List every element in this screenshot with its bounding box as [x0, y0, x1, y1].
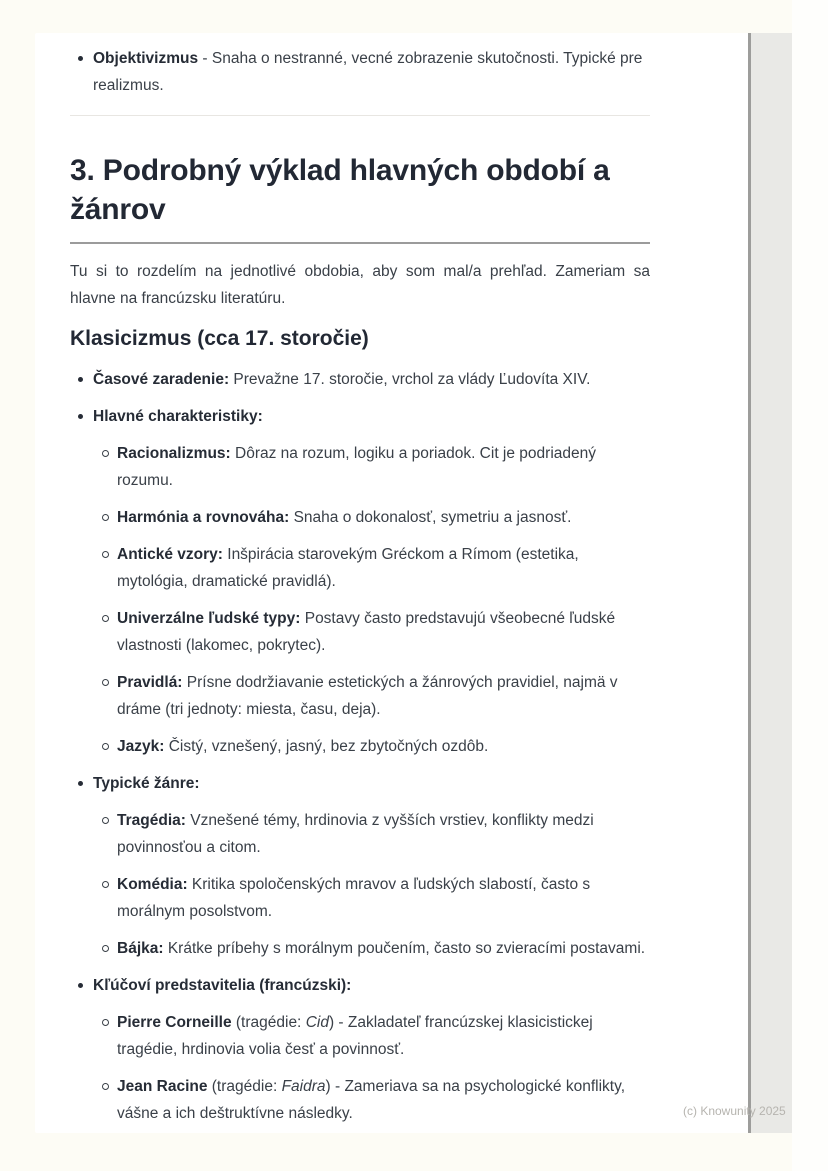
circle-bullet-icon: [102, 551, 109, 558]
list-item-text: Časové zaradenie: Prevažne 17. storočie, vrchol za vlády Ľudovíta XIV.: [93, 371, 591, 388]
list-item-text: [93, 977, 351, 994]
list-item-text: Tragédia: Vznešené témy, hrdinovia z vyšších vrstiev, konflikty medzi povinnosťou a citom.: [117, 812, 594, 856]
right-gutter: [792, 0, 828, 1171]
circle-bullet-icon: [102, 817, 109, 824]
list-item-text: Pierre Corneille (tragédie: Cid) - Zakladateľ francúzskej klasicistickej tragédie, hrdinovia volia česť a povinnosť.: [117, 1014, 593, 1058]
list-item: [70, 366, 650, 393]
scrollbar-track[interactable]: [748, 33, 792, 1133]
scrollbar-thumb[interactable]: [748, 33, 751, 1133]
section-divider: [70, 115, 650, 116]
list-item: [93, 541, 650, 595]
circle-bullet-icon: [102, 881, 109, 888]
list-item: [70, 770, 650, 962]
list-item-text: Objektivizmus - Snaha o nestranné, vecné zobrazenie skutočnosti. Typické pre realizmus.: [93, 50, 643, 94]
watermark: (c) Knowunity 2025: [683, 1104, 786, 1118]
page-content: [35, 33, 748, 1127]
circle-bullet-icon: [102, 514, 109, 521]
list-item-term: Tragédia:: [117, 812, 186, 829]
list-item-term: Časové zaradenie:: [93, 371, 230, 388]
bullet-icon: [78, 377, 83, 382]
list-item-text: Komédia: Kritika spoločenských mravov a ľudských slabostí, často s morálnym posolstvom.: [117, 876, 591, 920]
list-item-term: Typické žánre:: [93, 775, 200, 792]
list-item: [70, 403, 650, 760]
list-item-term: Hlavné charakteristiky:: [93, 408, 263, 425]
list-item-term: Univerzálne ľudské typy:: [117, 610, 301, 627]
list-item: [93, 871, 650, 925]
list-item: [70, 972, 650, 1127]
circle-bullet-icon: [102, 615, 109, 622]
list-item-text: Jazyk: Čistý, vznešený, jasný, bez zbytočných ozdôb.: [117, 738, 489, 755]
list-item-term: Objektivizmus: [93, 50, 199, 67]
list-item-term: Racionalizmus:: [117, 445, 231, 462]
list-level-2: [93, 807, 650, 962]
circle-bullet-icon: [102, 1019, 109, 1026]
list-item-text: Harmónia a rovnováha: Snaha o dokonalosť, symetriu a jasnosť.: [117, 509, 572, 526]
list-item-term: Harmónia a rovnováha:: [117, 509, 290, 526]
list-item-text: [93, 775, 200, 792]
list-item-text: [93, 408, 263, 425]
list-item: [93, 669, 650, 723]
list-level-2: [93, 1009, 650, 1127]
circle-bullet-icon: [102, 450, 109, 457]
list-item-term: Pravidlá:: [117, 674, 183, 691]
circle-bullet-icon: [102, 945, 109, 952]
list-item: [93, 1009, 650, 1063]
section-intro-paragraph: Tu si to rozdelím na jednotlivé obdobia, aby som mal/a prehľad. Zameriam sa hlavne na francúzsku literatúru.: [70, 263, 650, 307]
circle-bullet-icon: [102, 1083, 109, 1090]
list-item-term: Antické vzory:: [117, 546, 223, 563]
intro-list: [70, 45, 650, 99]
list-item-text: Pravidlá: Prísne dodržiavanie estetických a žánrových pravidiel, najmä v dráme (tri jednoty: miesta, času, deja).: [117, 674, 618, 718]
section-heading: 3. Podrobný výklad hlavných období a žánrov: [70, 151, 650, 244]
list-item: [93, 807, 650, 861]
list-item-term: Komédia:: [117, 876, 188, 893]
list-item-text: Racionalizmus: Dôraz na rozum, logiku a poriadok. Cit je podriadený rozumu.: [117, 445, 597, 489]
circle-bullet-icon: [102, 743, 109, 750]
list-item: [93, 605, 650, 659]
list-level-1: [70, 366, 650, 1127]
list-item-term: Jazyk:: [117, 738, 165, 755]
list-item-text: Jean Racine (tragédie: Faidra) - Zameriava sa na psychologické konflikty, vášne a ich deštruktívne následky.: [117, 1078, 626, 1122]
list-item-text: Antické vzory: Inšpirácia starovekým Gréckom a Rímom (estetika, mytológia, dramatické pravidlá).: [117, 546, 579, 590]
list-level-2: [93, 440, 650, 760]
list-item: [93, 1073, 650, 1127]
bullet-icon: [78, 983, 83, 988]
list-item-term: Kľúčoví predstavitelia (francúzski):: [93, 977, 352, 994]
list-item: [93, 733, 650, 760]
list-item: [70, 45, 650, 99]
bullet-icon: [78, 56, 83, 61]
list-item-text: Univerzálne ľudské typy: Postavy často predstavujú všeobecné ľudské vlastnosti (lakomec, pokrytec).: [117, 610, 616, 654]
document-page: [35, 33, 748, 1133]
list-item: [93, 440, 650, 494]
list-item: [93, 504, 650, 531]
list-item-term: Bájka:: [117, 940, 164, 957]
list-item-text: Bájka: Krátke príbehy s morálnym poučením, často so zvieracími postavami.: [117, 940, 646, 957]
list-item: [93, 935, 650, 962]
main-list: [70, 366, 650, 1127]
bullet-icon: [78, 781, 83, 786]
list-item-term: Pierre Corneille: [117, 1014, 232, 1031]
circle-bullet-icon: [102, 679, 109, 686]
subsection-heading: Klasicizmus (cca 17. storočie): [70, 327, 369, 350]
bullet-icon: [78, 414, 83, 419]
list-level-1: [70, 45, 650, 99]
list-item-term: Jean Racine: [117, 1078, 208, 1095]
